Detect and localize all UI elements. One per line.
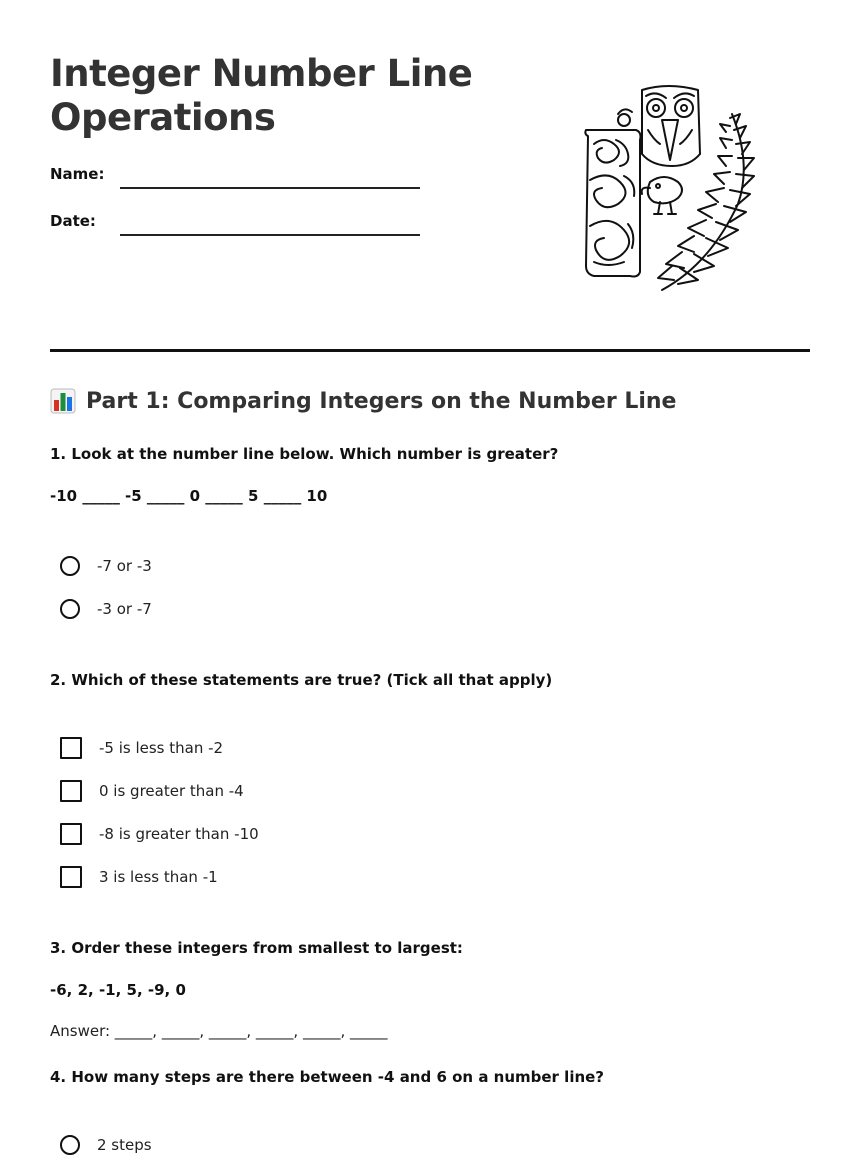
option-label: -7 or -3 (97, 557, 152, 575)
checkbox[interactable] (60, 866, 82, 888)
question-2-option[interactable] (60, 736, 223, 760)
checkbox[interactable] (60, 823, 82, 845)
part1-heading-text: Part 1: Comparing Integers on the Number Line (86, 388, 677, 414)
question-1-option[interactable] (60, 597, 152, 621)
option-label: 3 is less than -1 (99, 868, 218, 886)
question-2-option[interactable] (60, 822, 259, 846)
question-3-answer-line[interactable]: Answer: _____, _____, _____, _____, _____, _____ (50, 1022, 388, 1040)
question-3-numbers: -6, 2, -1, 5, -9, 0 (50, 981, 186, 999)
option-label: 0 is greater than -4 (99, 782, 244, 800)
number-line-text: -10 _____ -5 _____ 0 _____ 5 _____ 10 (50, 487, 328, 505)
bar-chart-icon (50, 388, 76, 414)
question-2-option[interactable] (60, 865, 218, 889)
section-divider (50, 349, 810, 352)
radio-button[interactable] (60, 1135, 80, 1155)
name-label: Name: (50, 165, 105, 183)
question-4-option[interactable] (60, 1133, 152, 1157)
date-field[interactable] (120, 234, 420, 236)
option-label: -5 is less than -2 (99, 739, 224, 757)
question-2-prompt: 2. Which of these statements are true? (Tick all that apply) (50, 671, 553, 689)
question-2-option[interactable] (60, 779, 244, 803)
question-1-prompt: 1. Look at the number line below. Which number is greater? (50, 445, 559, 463)
checkbox[interactable] (60, 737, 82, 759)
question-4-prompt: 4. How many steps are there between -4 and 6 on a number line? (50, 1068, 605, 1086)
question-1-option[interactable] (60, 554, 152, 578)
checkbox[interactable] (60, 780, 82, 802)
option-label: -8 is greater than -10 (99, 825, 259, 843)
radio-button[interactable] (60, 556, 80, 576)
option-label: 2 steps (97, 1136, 152, 1154)
question-3-prompt: 3. Order these integers from smallest to largest: (50, 939, 463, 957)
option-label: -3 or -7 (97, 600, 152, 618)
page-title: Integer Number Line Operations (50, 52, 473, 139)
maori-carving-fern-illustration (580, 84, 765, 296)
name-field[interactable] (120, 187, 420, 189)
radio-button[interactable] (60, 599, 80, 619)
part1-heading (50, 388, 676, 414)
date-label: Date: (50, 212, 96, 230)
